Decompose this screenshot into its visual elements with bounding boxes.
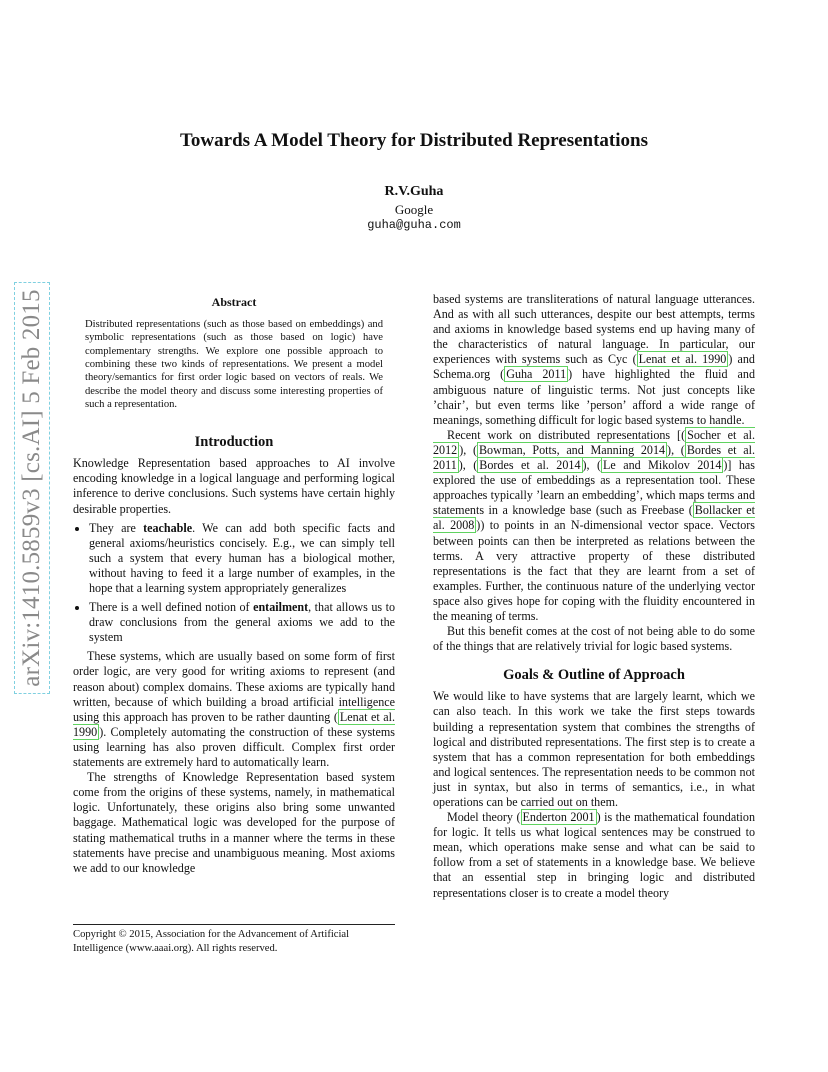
intro-paragraph: These systems, which are usually based on some form of first order logic, are very good for writing axioms to represent (and reason about) complex domains. These axioms are typically hand written, because of which building a broad artificial intelligence using this approach has proven to be rather daunting ( Lenat et al. 1990 ). Completely automating the construction of these systems using learning has also proven difficult. Complex first order statements are extremely hard to automatically learn.: [73, 649, 395, 770]
abstract-text: Distributed representations (such as those based on embeddings) and symbolic representations (such as those based on logic) have complementary strengths. We explore one possible approach to combining these two kinds of representations. We present a model theory/semantics for first order logic based on vectors of reals. We describe the model theory and discuss some interesting properties of such a representation.: [85, 319, 383, 410]
intro-bullet-list: [73, 521, 395, 646]
paper-title: Towards A Model Theory for Distributed Representations: [180, 130, 648, 151]
citation-link[interactable]: Le and Mikolov 2014: [603, 458, 722, 473]
abstract-heading: Abstract: [211, 295, 257, 309]
bullet-entailment: • There is a well defined notion of entailment, that allows us to draw conclusions from the general axioms we add to the system: [89, 600, 395, 645]
body-paragraph: Recent work on distributed representations [( Socher et al. 2012 ), ( Bowman, Potts, and Manning 2014 ), ( Bordes et al. 2011 ), ( Bordes et al. 2014 ), ( Le and Mikolov 2014 )] has explored the use of embeddings as a representation tool. These approaches typically ’learn an embedding’, which maps terms and statements in a knowledge base (such as Freebase ( Bollacker et al. 2008 )) to points in an N-dimensional vector space. Vectors between points can then be interpreted as relations between the terms. A very attractive property of these distributed representations is the fact that they are learnt from a set of examples. Further, the continuous nature of the underlying vector space also gives hope for coping with the fluidity encountered in the meaning of terms.: [433, 427, 756, 623]
author-name: R.V.Guha: [384, 184, 444, 199]
copyright-notice: Copyright © 2015, Association for the Advancement of Artificial Intelligence (www.aaai.org). All rights reserved.: [73, 924, 395, 955]
citation-link[interactable]: Socher et al. 2012: [433, 427, 756, 457]
citation-link[interactable]: Bollacker et al. 2008: [433, 503, 756, 533]
intro-paragraph: The strengths of Knowledge Representation based system come from the origins of these systems, namely, in mathematical logic. Unfortunately, these origins also bring some unwanted baggage. Mathematical logic was developed for the purpose of stating mathematical truths in a manner where the terms in these statements have precise and unambiguous meaning. Most axioms we add to our knowledge: [73, 770, 395, 875]
citation-link[interactable]: Bowman, Potts, and Manning 2014: [478, 442, 666, 457]
term-teachable: teachable: [143, 520, 193, 535]
body-paragraph: Model theory ( Enderton 2001 ) is the mathematical foundation for logic. It tells us what logical sentences may be construed to mean, which operations make sense and what can be said to follow from a set of statements in a knowledge base. We believe that an essential step in bringing logic and distributed representations closer is to create a model theory: [433, 810, 756, 900]
body-paragraph: We would like to have systems that are largely learnt, which we can also teach. In this work we take the first steps towards building a representation system that combines the strengths of logical and distributed representations. The first step is to create a system that has a common representation for both embeddings and logical sentences. The representation needs to be common not just in syntax, but also in terms of semantics, i.e., in what operations can be carried out on them.: [433, 689, 755, 809]
right-column: [433, 292, 755, 901]
intro-paragraph: Knowledge Representation based approaches to AI involve encoding knowledge in a logical language and performing logical inference to derive conclusions. Such systems have certain highly desirable properties.: [73, 456, 395, 516]
citation-link[interactable]: Lenat et al. 1990: [73, 709, 395, 739]
citation-link[interactable]: Bordes et al. 2014: [479, 458, 581, 473]
citation-link[interactable]: Bordes et al. 2011: [433, 442, 755, 473]
term-entailment: entailment: [253, 600, 309, 615]
author-affiliation: Google: [394, 202, 434, 217]
arxiv-identifier-text: arXiv:1410.5859v3 [cs.AI] 5 Feb 2015: [18, 289, 45, 687]
goals-heading: Goals & Outline of Approach: [503, 667, 685, 684]
citation-link[interactable]: Lenat et al. 1990: [638, 352, 727, 367]
author-email: guha@guha.com: [367, 218, 461, 232]
arxiv-identifier: [14, 282, 50, 694]
introduction-heading: Introduction: [194, 434, 274, 451]
citation-link[interactable]: Enderton 2001: [522, 810, 595, 825]
body-paragraph: But this benefit comes at the cost of not being able to do some of the things that are relatively trivial for logic based systems.: [433, 624, 755, 654]
left-column: [73, 292, 395, 876]
bullet-teachable: • They are teachable. We can add both specific facts and general axioms/heuristics concisely. E.g., we can simply tell such a system that every human has a biological mother, without having to feed it a large number of examples, in the hope that a learning system appropriately generalizes: [89, 521, 395, 596]
citation-link[interactable]: Guha 2011: [506, 367, 567, 382]
body-paragraph: based systems are transliterations of natural language utterances. And as with all such utterances, despite our best attempts, terms and axioms in knowledge based systems end up having many of the characteristics of natural language. In particular, our experiences with systems such as Cyc ( Lenat et al. 1990 ) and Schema.org ( Guha 2011 ) have highlighted the fluid and ambiguous nature of linguistic terms. Not just concepts like ’chair’, but even terms like ’person’ afford a wide range of meanings, something difficult for logic based systems to handle.: [433, 292, 755, 427]
